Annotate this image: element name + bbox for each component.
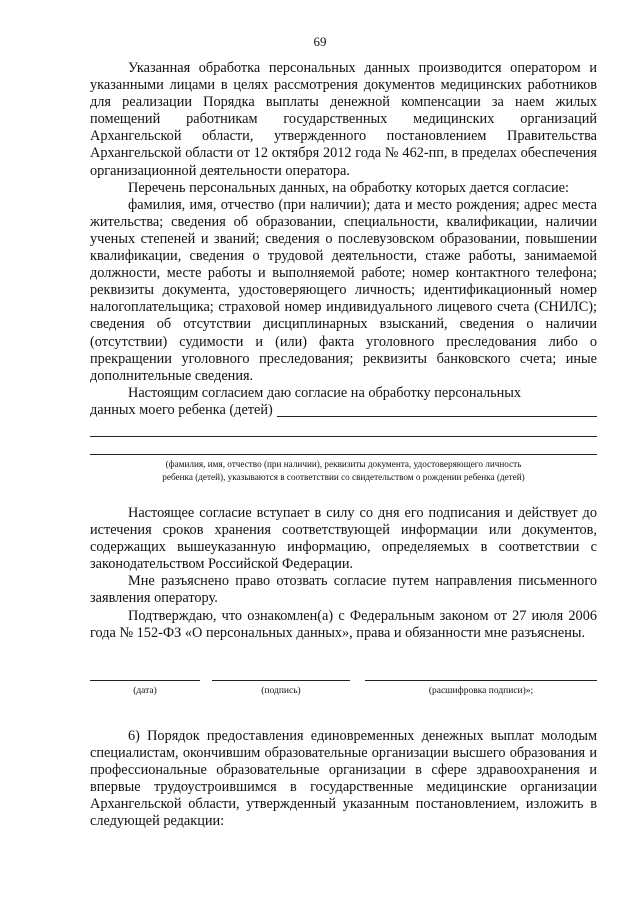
item-6-text: Порядок предоставления единовременных денежных выплат молодым специалистам, окончившим образовательные организации высшего образования и профессиональные образовательные организации в сфере здравоохранения и впервые трудоустроившимся в государственные медицинские организации Архангельской области, утвержденный указанным постановлением, изложить в следующей редакции: (90, 727, 597, 830)
blank-line (90, 454, 597, 455)
date-field (90, 680, 200, 700)
signature-caption: (подпись) (261, 685, 301, 696)
item-number: 6) (128, 727, 140, 744)
blank-line (277, 404, 597, 417)
paragraph-revocation: Мне разъяснено право отозвать согласие путем направления письменного заявления оператору. (90, 573, 597, 607)
fill-caption-line1: (фамилия, имя, отчество (при наличии), реквизиты документа, удостоверяющего личность (165, 458, 522, 469)
signature-line (212, 680, 350, 681)
paragraph-validity: Настоящее согласие вступает в силу со дня его подписания и действует до истечения сроков хранения соответствующей информации или документов, содержащих вышеуказанную информацию, определяемых в соответствии с законодательством Российской Федерации. (90, 504, 597, 573)
date-line (90, 680, 200, 681)
blank-line (90, 436, 597, 437)
paragraph-data-list: фамилия, имя, отчество (при наличии); дата и место рождения; адрес места жительства; сведения об образовании, специальности, квалификации, наличии ученых степеней и званий; сведения о послевузовском образовании, повышении квалификации, сведения о трудовой деятельности, стаже работы, занимаемой должности, месте работы и выполняемой работе; номер контактного телефона; реквизиты документа, удостоверяющего личность; идентификационный номер налогоплательщика; страховой номер индивидуального лицевого счета (СНИЛС); сведения об отсутствии дисциплинарных взысканий, сведения о наличии (отсутствии) судимости и (или) факта уголовного преследования либо о прекращении уголовного преследования; реквизиты банковского счета; иные дополнительные сведения. (90, 196, 597, 384)
page-number: 69 (313, 34, 327, 49)
paragraph-data-list-intro: Перечень персональных данных, на обработку которых дается согласие: (128, 179, 569, 196)
fill-caption-line2: ребенка (детей), указываются в соответствии со свидетельством о рождении ребенка (детей) (162, 471, 525, 482)
document-body (90, 60, 597, 830)
decoding-caption: (расшифровка подписи)»; (428, 685, 534, 696)
date-caption: (дата) (133, 685, 157, 696)
child-data-fill-line (90, 402, 597, 419)
paragraph-item-6 (90, 728, 597, 831)
signature-block (90, 680, 597, 700)
signature-field (212, 680, 350, 700)
decoding-field (365, 680, 597, 700)
child-data-label: данных моего ребенка (детей) (90, 401, 273, 418)
decoding-line (365, 680, 597, 681)
paragraph-processing-purpose: Указанная обработка персональных данных производится оператором и указанными лицами в целях рассмотрения документов медицинских работников для реализации Порядка выплаты денежной компенсации за наем жилых помещений работникам государственных медицинских организаций Архангельской области, утвержденного постановлением Правительства Архангельской области от 12 октября 2012 года № 462-пп, в пределах обеспечения организационной деятельности оператора. (90, 60, 597, 179)
paragraph-consent-child: Настоящим согласием даю согласие на обработку персональных (128, 384, 522, 401)
paragraph-acknowledgement: Подтверждаю, что ознакомлен(а) с Федеральным законом от 27 июля 2006 года № 152-ФЗ «О персональных данных», права и обязанности мне разъяснены. (90, 607, 597, 641)
